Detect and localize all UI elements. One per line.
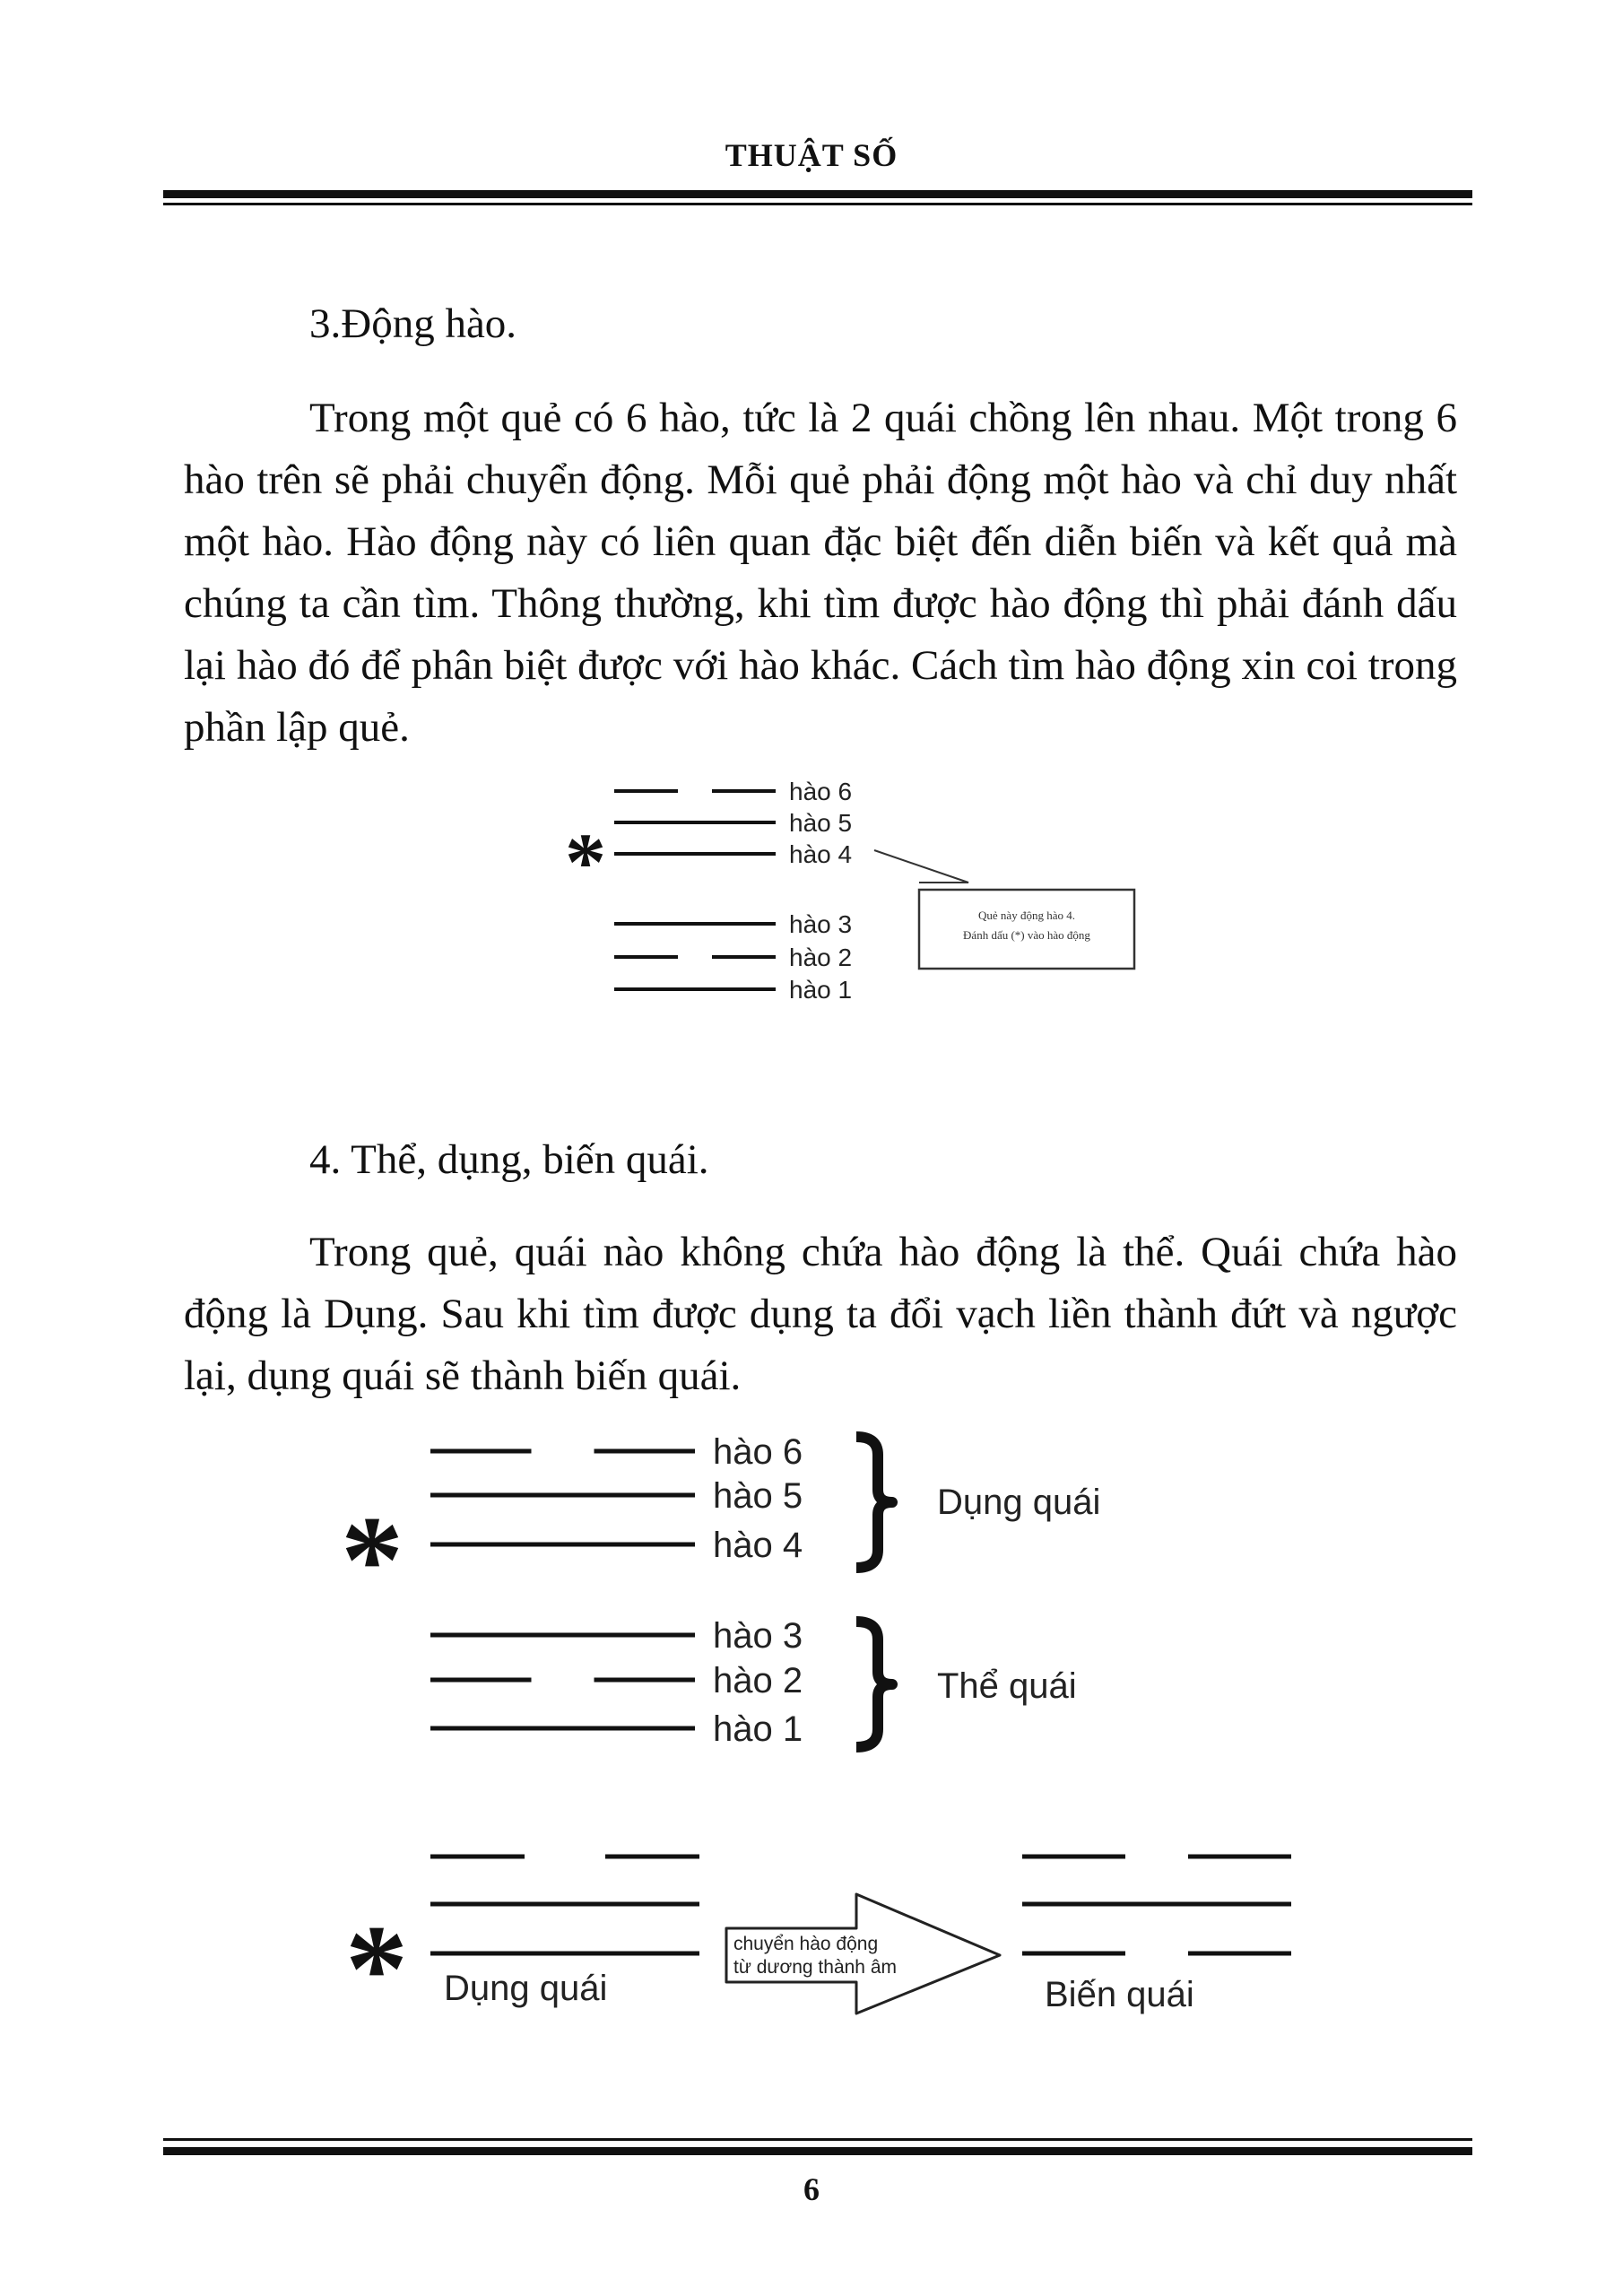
fig2-upper-brace — [856, 1437, 892, 1568]
figure-2-diagram — [341, 1432, 1100, 1749]
fig3-right-line-2-solid — [1022, 1902, 1291, 1907]
fig1-label-4: hào 3 — [789, 910, 853, 938]
fig1-line-4-solid — [614, 922, 776, 926]
fig1-label-2: hào 5 — [789, 809, 853, 837]
fig3-arrow-text-1: chuyển hào động — [733, 1934, 879, 1954]
fig2-upper-label: Dụng quái — [937, 1483, 1101, 1522]
figure-1-diagram — [565, 778, 1134, 1004]
page-number: 6 — [803, 2171, 820, 2207]
fig2-moving-marker: * — [341, 1491, 404, 1630]
figure-3-diagram — [345, 1855, 1291, 2039]
fig1-callout-line-2: Đánh dấu (*) vào hào động — [963, 928, 1090, 942]
header-rule-thin — [163, 203, 1472, 205]
fig1-line-5-right-segment — [712, 955, 776, 959]
fig1-callout-pointer — [874, 850, 968, 883]
fig2-label-4: hào 3 — [713, 1616, 803, 1656]
fig2-line-1-left-segment — [430, 1449, 532, 1454]
fig1-line-6-solid — [614, 987, 776, 991]
fig1-callout-line-1: Quẻ này động hào 4. — [978, 909, 1075, 922]
footer-rule-thin — [163, 2138, 1472, 2141]
fig3-arrow-text-2: từ dương thành âm — [733, 1957, 897, 1978]
fig1-line-1-right-segment — [712, 789, 776, 793]
fig2-line-5-right-segment — [595, 1678, 696, 1683]
fig3-right-line-1-right-segment — [1188, 1855, 1291, 1859]
fig3-left-line-3-solid — [430, 1952, 699, 1956]
fig1-moving-marker: * — [565, 816, 606, 908]
fig1-label-6: hào 1 — [789, 976, 853, 1004]
fig1-line-5-left-segment — [614, 955, 678, 959]
fig3-left-label: Dụng quái — [444, 1969, 608, 2008]
fig2-label-5: hào 2 — [713, 1661, 803, 1700]
fig2-label-1: hào 6 — [713, 1432, 803, 1472]
section-4-heading: 4. Thể, dụng, biến quái. — [309, 1136, 709, 1183]
header-rule-thick — [163, 190, 1472, 198]
section-4-paragraph-text: Trong quẻ, quái nào không chứa hào động là thể. Quái chứa hào động là Dụng. Sau khi tìm được dụng ta đổi vạch liền thành đứt và ngược lại, dụng quái sẽ thành biến quái. — [184, 1229, 1457, 1399]
fig3-right-line-1-left-segment — [1022, 1855, 1125, 1859]
fig2-line-6-solid — [430, 1726, 695, 1731]
fig3-left-line-2-solid — [430, 1902, 699, 1907]
fig2-line-1-right-segment — [595, 1449, 696, 1454]
fig2-line-4-solid — [430, 1633, 695, 1638]
running-header: THUẬT SỐ — [725, 137, 898, 173]
fig3-left-line-1-right-segment — [605, 1855, 699, 1859]
fig3-moving-marker: * — [345, 1900, 408, 2039]
section-4-paragraph — [184, 1222, 1457, 1407]
fig1-line-2-solid — [614, 821, 776, 824]
fig1-label-1: hào 6 — [789, 778, 853, 805]
fig2-lower-label: Thể quái — [937, 1666, 1077, 1706]
fig1-label-5: hào 2 — [789, 944, 853, 971]
fig2-lower-brace — [856, 1622, 892, 1747]
figure-bien-quai — [0, 1830, 1623, 2045]
fig2-line-2-solid — [430, 1493, 695, 1498]
fig2-label-2: hào 5 — [713, 1476, 803, 1516]
fig3-left-line-1-left-segment — [430, 1855, 525, 1859]
figure-the-dung — [0, 1417, 1623, 1776]
fig1-label-3: hào 4 — [789, 840, 853, 868]
fig3-right-line-3-left-segment — [1022, 1952, 1125, 1956]
figure-dong-hao — [0, 771, 1623, 1022]
fig2-label-3: hào 4 — [713, 1526, 803, 1565]
fig3-right-label: Biến quái — [1045, 1975, 1194, 2014]
section-3-paragraph-text: Trong một quẻ có 6 hào, tức là 2 quái chồng lên nhau. Một trong 6 hào trên sẽ phải chuyển động. Mỗi quẻ phải động một hào và chỉ duy nhất một hào. Hào động này có liên quan đặc biệt đến diễn biến và kết quả mà chúng ta cần tìm. Thông thường, khi tìm được hào động thì phải đánh dấu lại hào đó để phân biệt được với hào khác. Cách tìm hào động xin coi trong phần lập quẻ. — [184, 395, 1457, 751]
fig1-line-1-left-segment — [614, 789, 678, 793]
fig2-line-3-solid — [430, 1543, 695, 1547]
section-3-heading: 3.Động hào. — [309, 300, 517, 347]
fig2-line-5-left-segment — [430, 1678, 532, 1683]
footer-rule-thick — [163, 2147, 1472, 2155]
section-3-paragraph — [184, 387, 1457, 759]
fig1-line-3-solid — [614, 852, 776, 856]
fig2-label-6: hào 1 — [713, 1709, 803, 1749]
fig3-right-line-3-right-segment — [1188, 1952, 1291, 1956]
